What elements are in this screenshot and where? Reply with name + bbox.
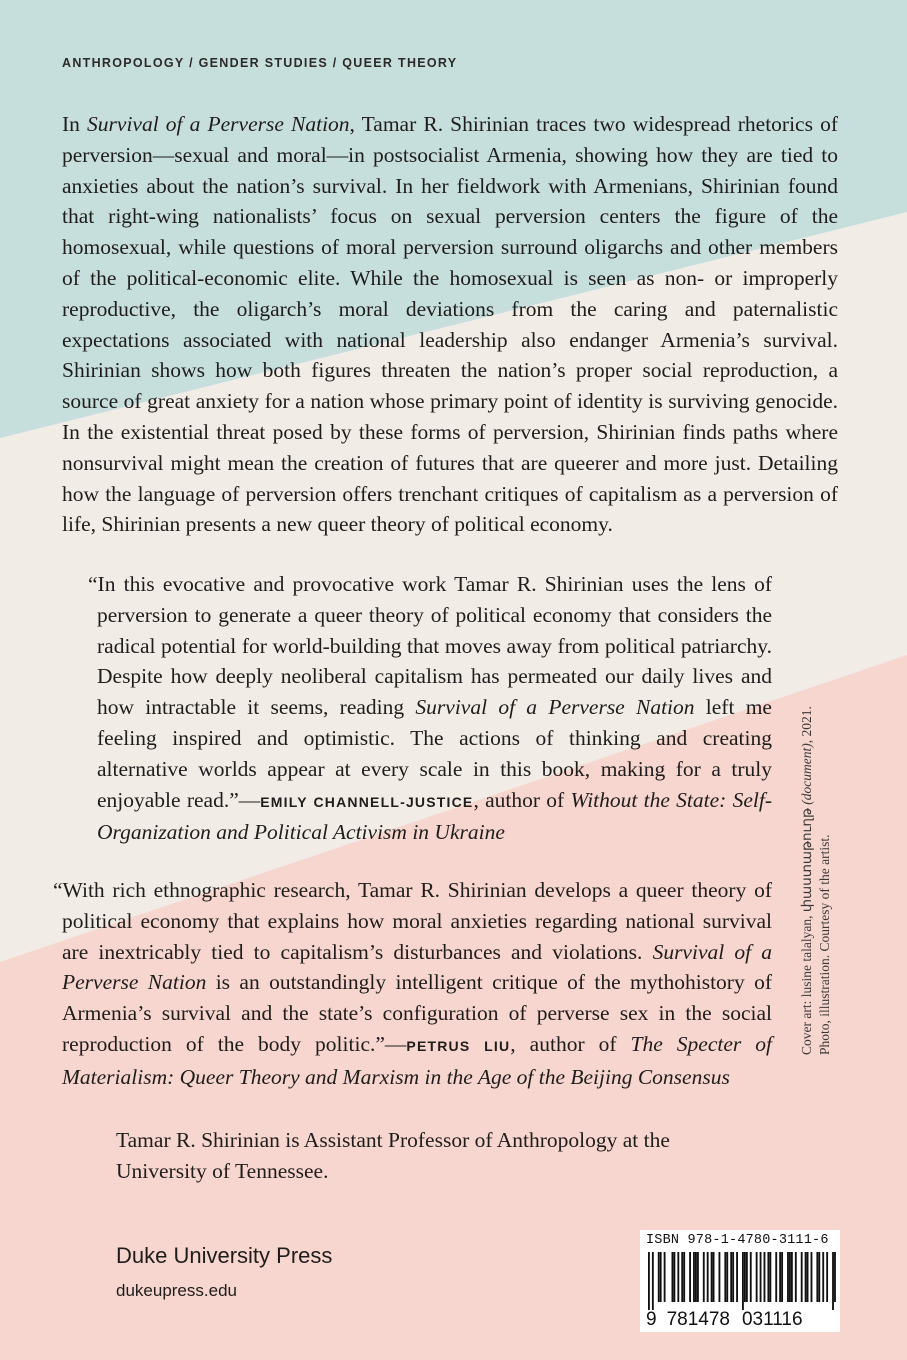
publisher-name: Duke University Press [116, 1243, 333, 1268]
barcode-bar [697, 1252, 699, 1302]
barcode-bar [816, 1252, 818, 1302]
barcode-bar [779, 1252, 781, 1302]
barcode-digits [646, 1309, 803, 1331]
barcode-bar [664, 1252, 666, 1302]
isbn-label: ISBN 978-1-4780-3111-6 [646, 1233, 829, 1248]
endorsement-2 [53, 875, 773, 1093]
endorsement-2-title-ref: Survival of a Perverse Nation [62, 939, 773, 995]
barcode-bar [769, 1252, 771, 1302]
barcode-icon [648, 1252, 836, 1310]
publisher-url[interactable]: dukeupress.edu [116, 1281, 237, 1300]
endorsement-1-author: EMILY CHANNELL-JUSTICE [260, 793, 474, 810]
barcode-bar [677, 1252, 679, 1302]
cover-art-credit [798, 706, 834, 1055]
description-intro: In [62, 112, 88, 136]
barcode-bar [826, 1252, 828, 1302]
barcode-bar [750, 1252, 752, 1302]
barcode-bar [648, 1252, 650, 1310]
endorsement-1-affiliation: , author of [473, 787, 571, 812]
barcode-bar [822, 1252, 824, 1302]
barcode-bar [672, 1252, 674, 1302]
barcode-bar [726, 1252, 728, 1302]
endorsement-1-book: Without the State: Self-Organization and Political Activism in Ukraine [97, 787, 772, 845]
barcode-bar [689, 1252, 691, 1302]
barcode-bar [683, 1252, 685, 1302]
barcode-bar [787, 1252, 789, 1302]
barcode-bar [703, 1252, 705, 1302]
endorsement-2-affiliation: , author of [510, 1031, 631, 1056]
barcode-bar [673, 1252, 675, 1302]
barcode-bar [681, 1252, 683, 1302]
barcode-bar [658, 1252, 660, 1302]
barcode-left-group: 781478 [666, 1309, 730, 1330]
description-book-title: Survival of a Perverse Nation [87, 112, 350, 136]
endorsement-2-text-end: is an outstandingly intelligent critique of the mythohistory of Armenia’s survival and the state’s configuration of perverse sex in the social reproduction of the body politic.”— [62, 970, 772, 1056]
barcode-bar [724, 1252, 726, 1302]
endorsement-1 [88, 569, 772, 848]
barcode-bar [811, 1252, 813, 1302]
barcode-bar [791, 1252, 793, 1302]
endorsement-2-book: The Specter of Materialism: Queer Theory and Marxism in the Age of the Beijing Consensus [62, 1031, 772, 1089]
barcode-bar [746, 1252, 748, 1302]
endorsement-1-text: “In this evocative and provocative work Tamar R. Shirinian uses the lens of perversion to generate a queer theory of political economy that considers the radical potential for world-building that moves away from political patriarchy. Despite how deeply neoliberal capitalism has permeated our daily lives and how intractable it seems, reading [88, 572, 772, 720]
category-line: ANTHROPOLOGY / GENDER STUDIES / QUEER THEORY [62, 56, 458, 70]
barcode-right-group: 031116 [741, 1309, 803, 1330]
barcode-bar [781, 1252, 783, 1302]
barcode-bar [767, 1252, 769, 1302]
endorsement-2-text: “With rich ethnographic research, Tamar R. Shirinian develops a queer theory of political economy that explains how moral anxieties regarding national survival are inextricably tied to capitalism’s disturbances and violations. [53, 878, 772, 964]
barcode-bar [730, 1252, 732, 1302]
barcode-bar [652, 1252, 654, 1310]
barcode-bar [711, 1252, 713, 1302]
author-bio: Tamar R. Shirinian is Assistant Professor of Anthropology at the University of Tennessee. [116, 1128, 670, 1183]
barcode-bar [789, 1252, 791, 1302]
barcode-bar [834, 1252, 836, 1302]
barcode-bar [732, 1252, 734, 1302]
endorsement-2-author: PETRUS LIU [406, 1037, 511, 1054]
barcode-bar [707, 1252, 709, 1302]
barcode-bar [742, 1252, 744, 1310]
barcode-bar [693, 1252, 695, 1302]
barcode-bar [801, 1252, 803, 1302]
cover-credit-line-1: Cover art: lusine talalyan, փաստաթուղթ (document), 2021. [799, 706, 814, 1055]
barcode-bar [795, 1252, 797, 1302]
barcode-bar [807, 1252, 809, 1302]
barcode-bar [695, 1252, 697, 1302]
book-description [62, 109, 838, 540]
barcode-bar [756, 1252, 758, 1302]
barcode-bar [713, 1252, 715, 1302]
description-body: , Tamar R. Shirinian traces two widespread rhetorics of perversion—sexual and moral—in postsocialist Armenia, showing how they are tied to anxieties about the nation’s survival. In her fieldwork with Armenians, Shirinian found that right-wing nationalists’ focus on sexual perversion centers the figure of the homosexual, while questions of moral perversion surround oligarchs and other members of the political-economic elite. While the homosexual is seen as non- or improperly reproductive, the oligarch’s moral deviations from the caring and paternalistic expectations associated with national leadership also endanger Armenia’s survival. Shirinian shows how both figures threaten the nation’s proper social reproduction, a source of great anxiety for a nation whose primary point of identity is surviving genocide. In the existential threat posed by these forms of perversion, Shirinian finds paths where nonsurvival might mean the creation of futures that are queerer and more just. Detailing how the language of perversion offers trenchant critiques of capitalism as a perversion of life, Shirinian presents a new queer theory of political economy. [62, 112, 838, 537]
barcode-bar [744, 1252, 746, 1302]
barcode-bar [760, 1252, 762, 1302]
cover-credit-line-2: Photo, illustration. Courtesy of the artist. [817, 834, 832, 1055]
barcode-bar [775, 1252, 777, 1302]
endorsement-1-title-ref: Survival of a Perverse Nation [415, 695, 695, 720]
barcode-bar [719, 1252, 721, 1302]
barcode-bar [764, 1252, 766, 1302]
barcode-bar [736, 1252, 738, 1302]
endorsement-1-text-end: left me feeling inspired and optimistic. The actions of thinking and creating alternative worlds appear at every scale in this book, making for a truly enjoyable read.”— [97, 695, 772, 812]
barcode-bar [818, 1252, 820, 1302]
barcode-bar [660, 1252, 662, 1302]
barcode-bar [805, 1252, 807, 1302]
barcode-bar [832, 1252, 834, 1310]
barcode-first-digit: 9 [646, 1309, 657, 1330]
